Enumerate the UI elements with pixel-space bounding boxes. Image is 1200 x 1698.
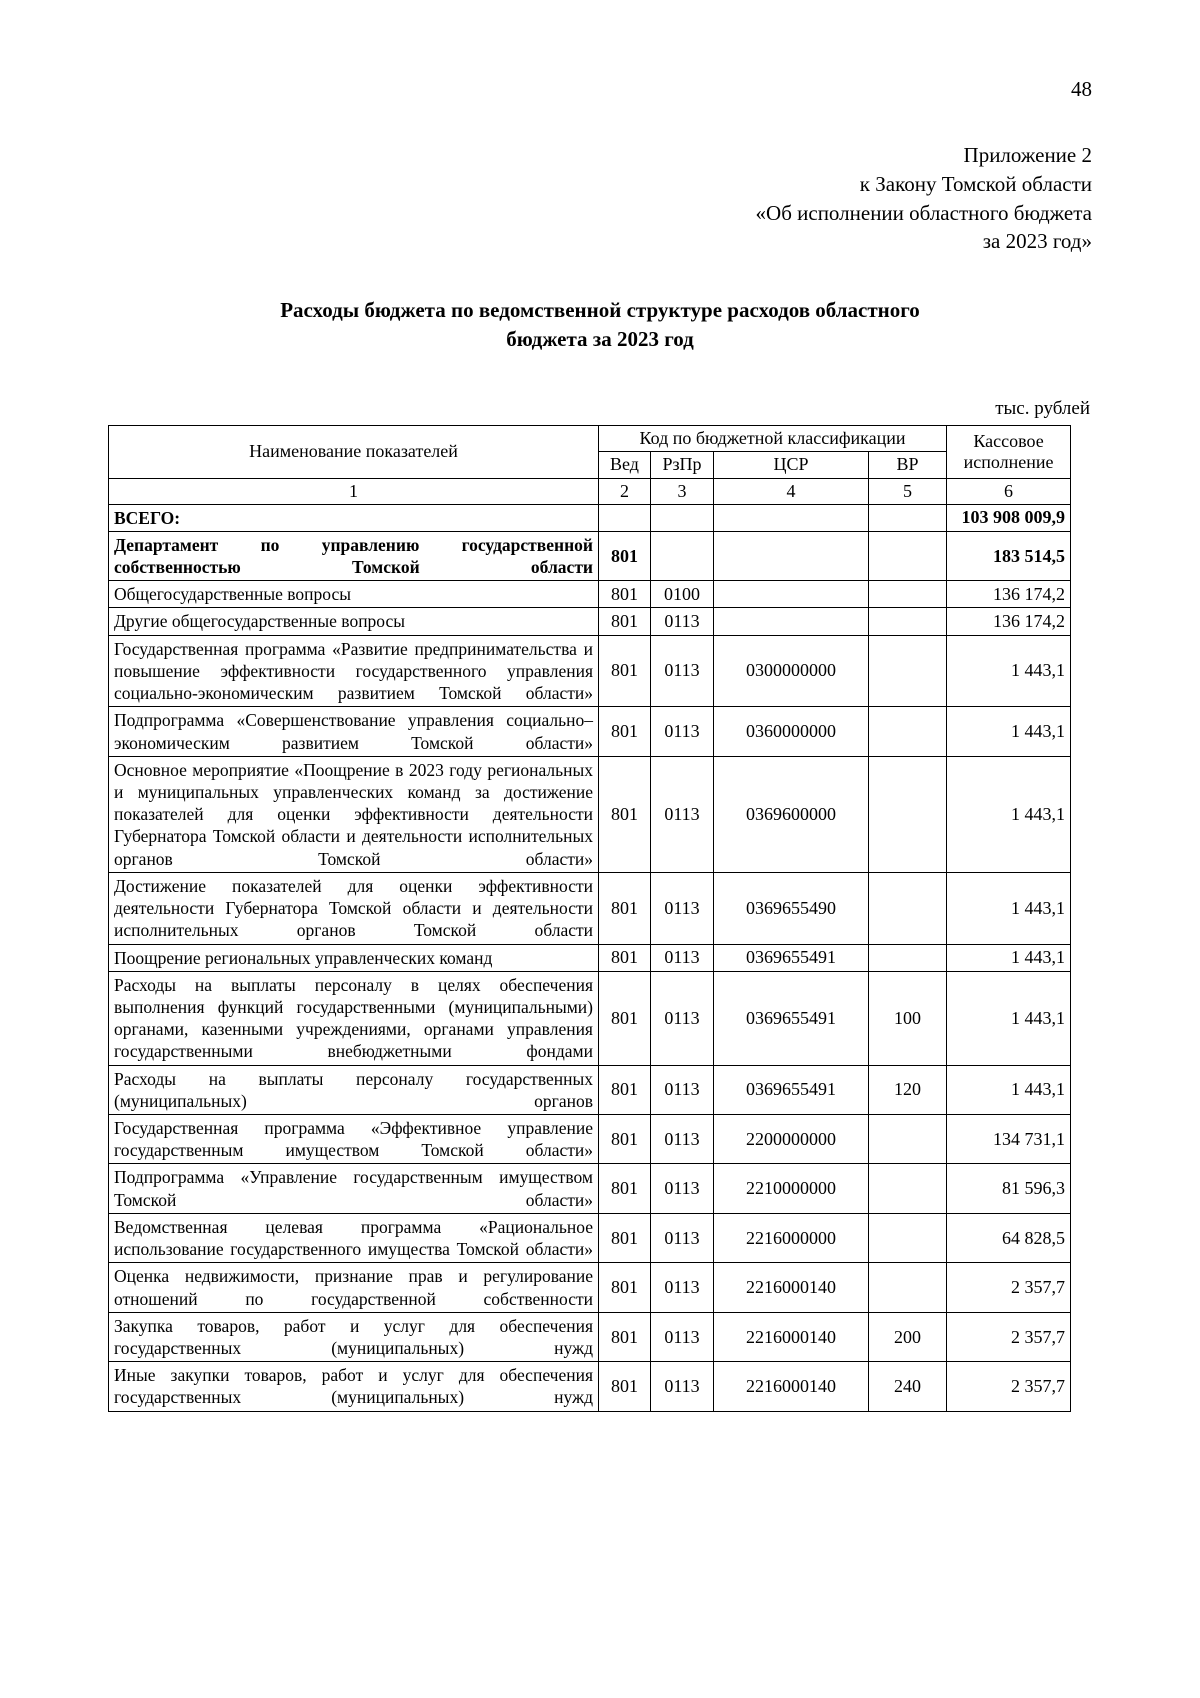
cell-rzpr: 0113 bbox=[651, 756, 714, 872]
cell-vr bbox=[869, 1213, 947, 1262]
cell-indicator-name: Департамент по управлению государственной собственностью Томской области bbox=[109, 531, 599, 580]
cell-indicator-name: ВСЕГО: bbox=[109, 504, 599, 531]
law-title-line-1: «Об исполнении областного бюджета bbox=[755, 200, 1092, 225]
table-row bbox=[109, 1312, 1071, 1361]
cell-indicator-name: Поощрение региональных управленческих команд bbox=[109, 944, 599, 971]
cell-csr: 0369655490 bbox=[714, 872, 869, 944]
cell-indicator-name: Расходы на выплаты персоналу в целях обеспечения выполнения функций государственными (муниципальными) органами, казенными учреждениями, органами управления государственными внебюджетными фондами bbox=[109, 971, 599, 1065]
cell-ved: 801 bbox=[599, 1115, 651, 1164]
table-row bbox=[109, 1065, 1071, 1114]
cell-rzpr: 0100 bbox=[651, 581, 714, 608]
cell-rzpr: 0113 bbox=[651, 707, 714, 756]
cell-vr bbox=[869, 504, 947, 531]
cell-ved: 801 bbox=[599, 872, 651, 944]
cell-indicator-name: Расходы на выплаты персоналу государственных (муниципальных) органов bbox=[109, 1065, 599, 1114]
cell-cash-execution: 1 443,1 bbox=[947, 635, 1071, 707]
cell-indicator-name: Общегосударственные вопросы bbox=[109, 581, 599, 608]
cell-ved: 801 bbox=[599, 635, 651, 707]
cell-rzpr bbox=[651, 531, 714, 580]
page-number: 48 bbox=[1071, 77, 1092, 101]
cell-indicator-name: Достижение показателей для оценки эффективности деятельности Губернатора Томской области и деятельности исполнительных органов Томской области bbox=[109, 872, 599, 944]
cell-ved: 801 bbox=[599, 971, 651, 1065]
cell-csr: 0360000000 bbox=[714, 707, 869, 756]
table-row bbox=[109, 608, 1071, 635]
cell-ved: 801 bbox=[599, 1312, 651, 1361]
cell-rzpr bbox=[651, 504, 714, 531]
column-number-6: 6 bbox=[947, 478, 1071, 504]
cell-ved: 801 bbox=[599, 1065, 651, 1114]
cell-csr: 2216000140 bbox=[714, 1263, 869, 1312]
column-number-2: 2 bbox=[599, 478, 651, 504]
table-row bbox=[109, 1164, 1071, 1213]
cell-vr bbox=[869, 1164, 947, 1213]
cell-cash-execution: 81 596,3 bbox=[947, 1164, 1071, 1213]
table-row bbox=[109, 707, 1071, 756]
cell-ved: 801 bbox=[599, 1263, 651, 1312]
cell-rzpr: 0113 bbox=[651, 1164, 714, 1213]
table-row bbox=[109, 1115, 1071, 1164]
cell-cash-execution: 103 908 009,9 bbox=[947, 504, 1071, 531]
header-cash-execution bbox=[947, 426, 1071, 478]
cell-ved bbox=[599, 504, 651, 531]
header-rzpr: РзПр bbox=[651, 452, 714, 478]
cell-cash-execution: 1 443,1 bbox=[947, 971, 1071, 1065]
table-row bbox=[109, 635, 1071, 707]
cell-rzpr: 0113 bbox=[651, 635, 714, 707]
cell-vr bbox=[869, 944, 947, 971]
header-cash-line-1: Кассовое bbox=[973, 430, 1044, 451]
cell-csr: 0369655491 bbox=[714, 971, 869, 1065]
cell-cash-execution: 1 443,1 bbox=[947, 1065, 1071, 1114]
cell-indicator-name: Государственная программа «Развитие предпринимательства и повышение эффективности государственного управления социально-экономическим развитием Томской области» bbox=[109, 635, 599, 707]
table-body bbox=[109, 478, 1071, 1411]
cell-vr bbox=[869, 608, 947, 635]
cell-rzpr: 0113 bbox=[651, 1115, 714, 1164]
table-row bbox=[109, 872, 1071, 944]
table-header bbox=[109, 426, 1071, 478]
cell-ved: 801 bbox=[599, 756, 651, 872]
cell-rzpr: 0113 bbox=[651, 944, 714, 971]
page-title-line-1: Расходы бюджета по ведомственной структуре расходов областного bbox=[280, 298, 920, 323]
cell-csr: 2216000140 bbox=[714, 1312, 869, 1361]
cell-cash-execution: 1 443,1 bbox=[947, 756, 1071, 872]
units-note: тыс. рублей bbox=[995, 398, 1090, 420]
table-row bbox=[109, 531, 1071, 580]
cell-indicator-name: Основное мероприятие «Поощрение в 2023 году региональных и муниципальных управленческих команд за достижение показателей для оценки эффективности деятельности Губернатора Томской области и деятельности исполнительных органов Томской области» bbox=[109, 756, 599, 872]
cell-vr bbox=[869, 707, 947, 756]
header-ved: Вед bbox=[599, 452, 651, 478]
header-code-group: Код по бюджетной классификации bbox=[599, 426, 947, 452]
cell-vr bbox=[869, 1263, 947, 1312]
cell-vr: 120 bbox=[869, 1065, 947, 1114]
cell-ved: 801 bbox=[599, 707, 651, 756]
table-row bbox=[109, 944, 1071, 971]
cell-vr bbox=[869, 872, 947, 944]
column-number-3: 3 bbox=[651, 478, 714, 504]
cell-vr: 240 bbox=[869, 1362, 947, 1411]
cell-indicator-name: Иные закупки товаров, работ и услуг для обеспечения государственных (муниципальных) нужд bbox=[109, 1362, 599, 1411]
cell-vr bbox=[869, 531, 947, 580]
cell-rzpr: 0113 bbox=[651, 971, 714, 1065]
table-row bbox=[109, 504, 1071, 531]
page-title-line-2: бюджета за 2023 год bbox=[506, 327, 694, 352]
appendix-label: Приложение 2 bbox=[963, 143, 1092, 168]
cell-rzpr: 0113 bbox=[651, 1263, 714, 1312]
cell-ved: 801 bbox=[599, 1213, 651, 1262]
cell-csr bbox=[714, 581, 869, 608]
table-row bbox=[109, 1362, 1071, 1411]
cell-indicator-name: Ведомственная целевая программа «Рациональное использование государственного имущества Томской области» bbox=[109, 1213, 599, 1262]
cell-indicator-name: Оценка недвижимости, признание прав и регулирование отношений по государственной собственности bbox=[109, 1263, 599, 1312]
header-vr: ВР bbox=[869, 452, 947, 478]
cell-rzpr: 0113 bbox=[651, 1312, 714, 1361]
cell-cash-execution: 134 731,1 bbox=[947, 1115, 1071, 1164]
cell-cash-execution: 136 174,2 bbox=[947, 608, 1071, 635]
cell-indicator-name: Государственная программа «Эффективное управление государственным имуществом Томской области» bbox=[109, 1115, 599, 1164]
cell-indicator-name: Подпрограмма «Управление государственным имуществом Томской области» bbox=[109, 1164, 599, 1213]
cell-ved: 801 bbox=[599, 944, 651, 971]
cell-csr: 0369655491 bbox=[714, 944, 869, 971]
cell-cash-execution: 183 514,5 bbox=[947, 531, 1071, 580]
cell-rzpr: 0113 bbox=[651, 1362, 714, 1411]
table-row bbox=[109, 971, 1071, 1065]
header-csr: ЦСР bbox=[714, 452, 869, 478]
cell-cash-execution: 136 174,2 bbox=[947, 581, 1071, 608]
cell-csr: 2210000000 bbox=[714, 1164, 869, 1213]
cell-rzpr: 0113 bbox=[651, 608, 714, 635]
cell-rzpr: 0113 bbox=[651, 1065, 714, 1114]
table-row bbox=[109, 1213, 1071, 1262]
cell-vr: 200 bbox=[869, 1312, 947, 1361]
cell-indicator-name: Другие общегосударственные вопросы bbox=[109, 608, 599, 635]
cell-ved: 801 bbox=[599, 581, 651, 608]
cell-ved: 801 bbox=[599, 531, 651, 580]
cell-ved: 801 bbox=[599, 1362, 651, 1411]
cell-vr bbox=[869, 1115, 947, 1164]
page-title bbox=[210, 296, 990, 354]
document-reference-block bbox=[108, 141, 1092, 256]
cell-csr bbox=[714, 504, 869, 531]
cell-cash-execution: 1 443,1 bbox=[947, 872, 1071, 944]
cell-csr bbox=[714, 608, 869, 635]
cell-csr: 0300000000 bbox=[714, 635, 869, 707]
header-cash-line-2: исполнение bbox=[963, 451, 1054, 472]
cell-csr: 0369655491 bbox=[714, 1065, 869, 1114]
header-name: Наименование показателей bbox=[109, 426, 599, 478]
cell-cash-execution: 64 828,5 bbox=[947, 1213, 1071, 1262]
cell-ved: 801 bbox=[599, 1164, 651, 1213]
column-number-5: 5 bbox=[869, 478, 947, 504]
cell-csr: 2216000000 bbox=[714, 1213, 869, 1262]
table-header-row-1 bbox=[109, 426, 1071, 452]
cell-csr bbox=[714, 531, 869, 580]
cell-csr: 0369600000 bbox=[714, 756, 869, 872]
column-number-row bbox=[109, 478, 1071, 504]
column-number-4: 4 bbox=[714, 478, 869, 504]
cell-cash-execution: 1 443,1 bbox=[947, 944, 1071, 971]
cell-vr bbox=[869, 635, 947, 707]
cell-indicator-name: Подпрограмма «Совершенствование управления социально–экономическим развитием Томской области» bbox=[109, 707, 599, 756]
cell-cash-execution: 2 357,7 bbox=[947, 1263, 1071, 1312]
cell-cash-execution: 1 443,1 bbox=[947, 707, 1071, 756]
cell-vr bbox=[869, 581, 947, 608]
cell-vr: 100 bbox=[869, 971, 947, 1065]
table-row bbox=[109, 581, 1071, 608]
law-reference-line: к Закону Томской области bbox=[859, 171, 1092, 196]
cell-ved: 801 bbox=[599, 608, 651, 635]
cell-cash-execution: 2 357,7 bbox=[947, 1362, 1071, 1411]
cell-csr: 2216000140 bbox=[714, 1362, 869, 1411]
law-title-line-2: за 2023 год» bbox=[982, 229, 1092, 254]
cell-rzpr: 0113 bbox=[651, 1213, 714, 1262]
cell-rzpr: 0113 bbox=[651, 872, 714, 944]
column-number-1: 1 bbox=[109, 478, 599, 504]
cell-vr bbox=[869, 756, 947, 872]
cell-indicator-name: Закупка товаров, работ и услуг для обеспечения государственных (муниципальных) нужд bbox=[109, 1312, 599, 1361]
cell-csr: 2200000000 bbox=[714, 1115, 869, 1164]
cell-cash-execution: 2 357,7 bbox=[947, 1312, 1071, 1361]
table-row bbox=[109, 756, 1071, 872]
table-row bbox=[109, 1263, 1071, 1312]
budget-expenditure-table bbox=[108, 425, 1071, 1412]
